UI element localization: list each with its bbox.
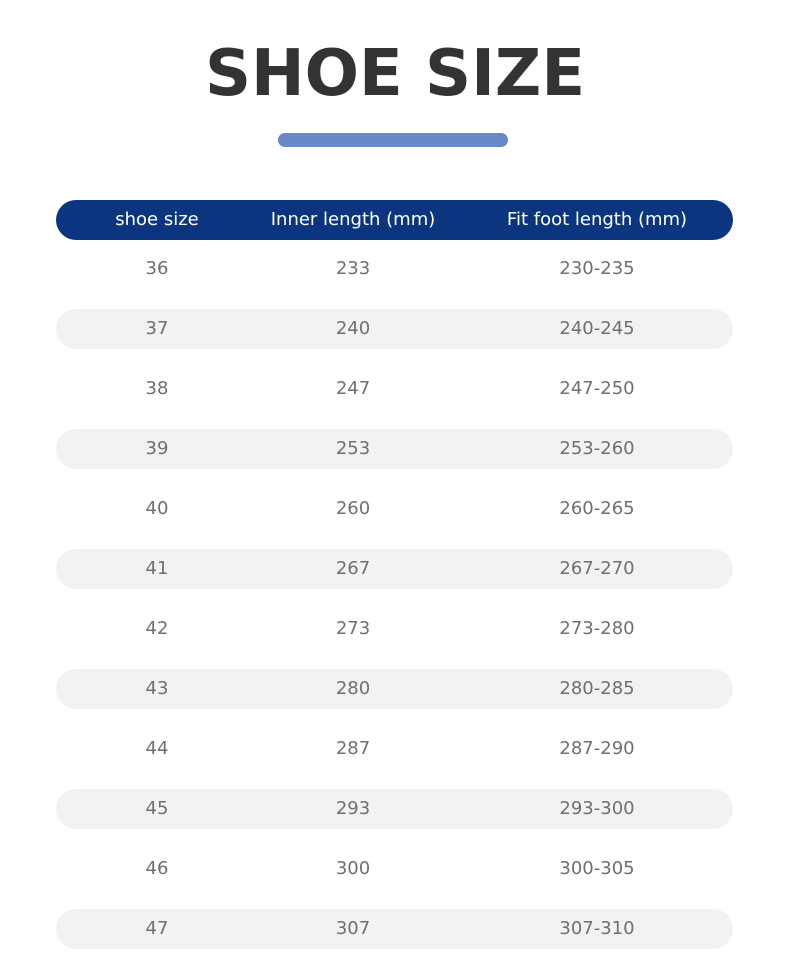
cell-shoe-size: 42 — [145, 618, 169, 639]
cell-shoe-size: 39 — [145, 438, 169, 459]
cell-fit-foot-length: 293-300 — [559, 798, 635, 819]
size-table — [56, 200, 733, 969]
cell-fit-foot-length: 230-235 — [559, 258, 635, 279]
cell-inner-length: 293 — [335, 798, 371, 819]
table-row — [56, 609, 733, 649]
cell-fit-foot-length: 253-260 — [559, 438, 635, 459]
cell-inner-length: 280 — [335, 678, 371, 699]
table-row — [56, 549, 733, 589]
header-fit-foot-length: Fit foot length (mm) — [506, 209, 688, 230]
cell-fit-foot-length: 300-305 — [559, 858, 635, 879]
cell-shoe-size: 36 — [145, 258, 169, 279]
cell-inner-length: 240 — [335, 318, 371, 339]
cell-shoe-size: 41 — [145, 558, 169, 579]
table-row — [56, 909, 733, 949]
cell-fit-foot-length: 287-290 — [559, 738, 635, 759]
cell-shoe-size: 44 — [145, 738, 169, 759]
cell-inner-length: 253 — [335, 438, 371, 459]
cell-inner-length: 233 — [335, 258, 371, 279]
cell-shoe-size: 37 — [145, 318, 169, 339]
table-row — [56, 849, 733, 889]
table-row — [56, 429, 733, 469]
header-shoe-size: shoe size — [115, 209, 199, 230]
table-header — [56, 200, 733, 240]
cell-shoe-size: 43 — [145, 678, 169, 699]
cell-fit-foot-length: 260-265 — [559, 498, 635, 519]
cell-fit-foot-length: 267-270 — [559, 558, 635, 579]
cell-fit-foot-length: 247-250 — [559, 378, 635, 399]
cell-fit-foot-length: 240-245 — [559, 318, 635, 339]
title-underline-bar — [278, 133, 508, 147]
cell-inner-length: 307 — [335, 918, 371, 939]
cell-inner-length: 300 — [335, 858, 371, 879]
cell-inner-length: 267 — [335, 558, 371, 579]
cell-fit-foot-length: 273-280 — [559, 618, 635, 639]
cell-fit-foot-length: 307-310 — [559, 918, 635, 939]
table-row — [56, 309, 733, 349]
cell-shoe-size: 47 — [145, 918, 169, 939]
cell-inner-length: 247 — [335, 378, 371, 399]
table-row — [56, 669, 733, 709]
table-row — [56, 729, 733, 769]
cell-shoe-size: 38 — [145, 378, 169, 399]
table-row — [56, 249, 733, 289]
cell-inner-length: 260 — [335, 498, 371, 519]
table-row — [56, 489, 733, 529]
cell-shoe-size: 40 — [145, 498, 169, 519]
page-title: SHOE SIZE — [204, 37, 586, 111]
cell-inner-length: 287 — [335, 738, 371, 759]
header-inner-length: Inner length (mm) — [270, 209, 436, 230]
cell-inner-length: 273 — [335, 618, 371, 639]
table-row — [56, 789, 733, 829]
cell-fit-foot-length: 280-285 — [559, 678, 635, 699]
table-row — [56, 369, 733, 409]
cell-shoe-size: 46 — [145, 858, 169, 879]
cell-shoe-size: 45 — [145, 798, 169, 819]
